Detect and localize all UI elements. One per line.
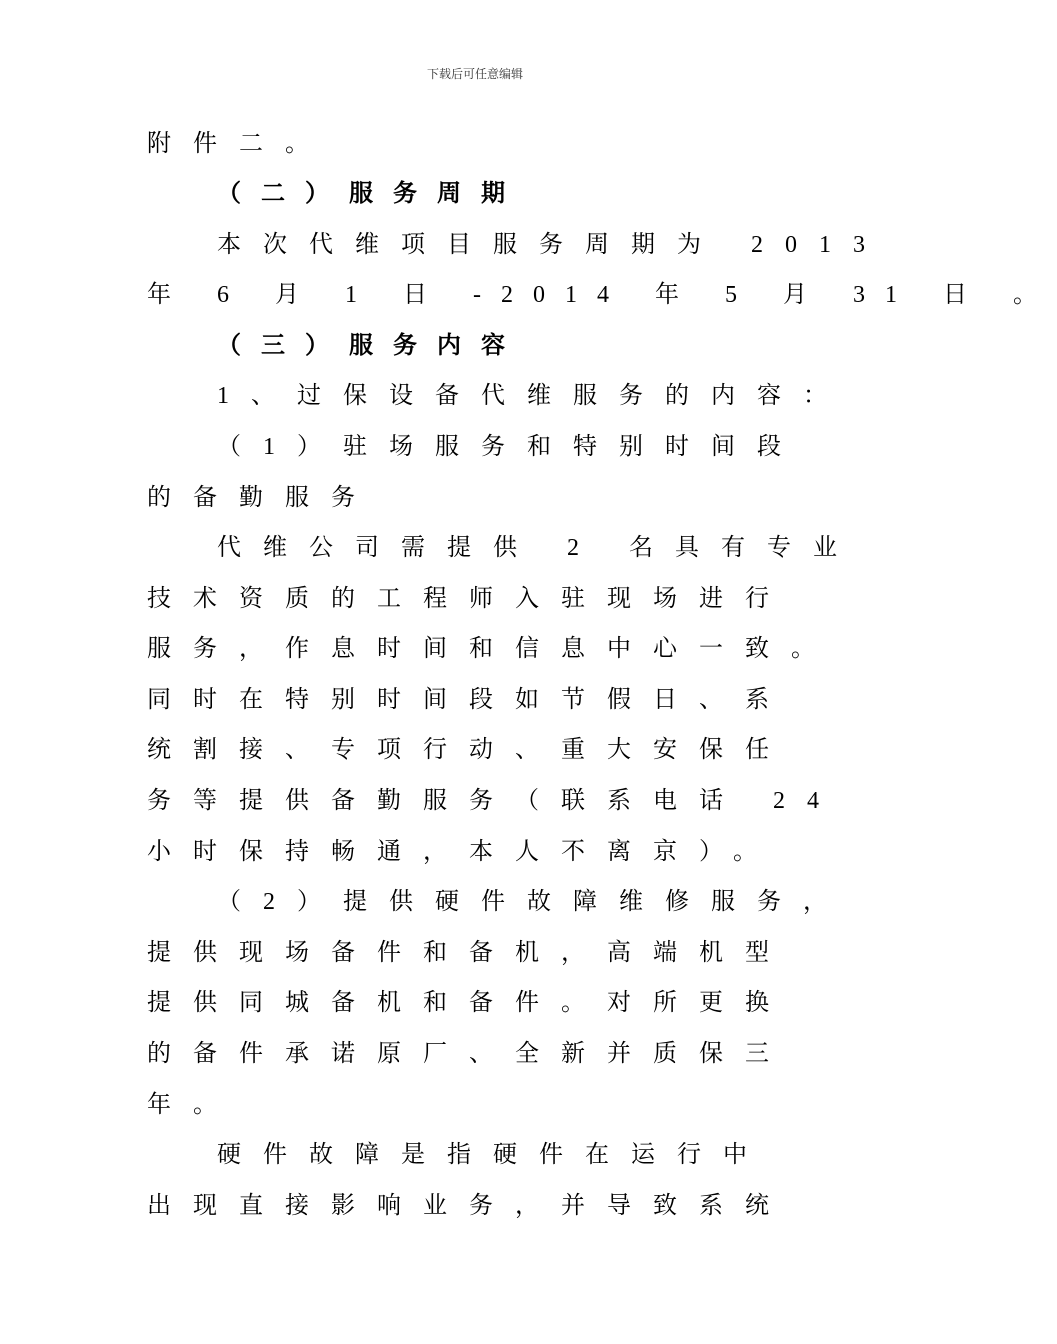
body-line-6 (217, 379, 849, 413)
body-line-20-text: 年。 (147, 1092, 239, 1118)
body-line-22 (147, 1189, 827, 1223)
body-line-17 (147, 936, 827, 970)
body-line-19-text: 的备件承诺原厂、全新并质保三 (147, 1041, 791, 1067)
body-line-4-text: 年 6 月 1 日 -2014 年 5 月 31 日 。 (147, 282, 1057, 308)
body-line-9 (217, 531, 859, 565)
body-line-7 (217, 430, 827, 464)
section-heading-service-period (217, 177, 827, 211)
body-line-10-text: 技术资质的工程师入驻现场进行 (147, 586, 791, 612)
section-heading-service-period-text: （二）服务周期 (217, 181, 525, 207)
body-line-12 (147, 683, 827, 717)
body-line-7-text: （1）驻场服务和特别时间段 (217, 434, 803, 460)
body-line-14-text: 务等提供备勤服务（联系电话 24 (147, 788, 841, 814)
body-line-11-text: 服务，作息时间和信息中心一致。 (147, 636, 837, 662)
body-line-21 (217, 1138, 827, 1172)
body-line-8 (147, 481, 827, 515)
body-line-15-text: 小时保持畅通，本人不离京）。 (147, 839, 779, 865)
body-line-21-text: 硬件故障是指硬件在运行中 (217, 1142, 769, 1168)
body-line-17-text: 提供现场备件和备机，高端机型 (147, 940, 791, 966)
section-heading-service-content (217, 329, 827, 363)
body-line-12-text: 同时在特别时间段如节假日、系 (147, 687, 791, 713)
body-line-1 (147, 127, 827, 161)
body-line-3-text: 本次代维项目服务周期为 2013 (217, 232, 887, 258)
body-line-13 (147, 733, 827, 767)
body-line-11 (147, 632, 837, 666)
body-line-18-text: 提供同城备机和备件。对所更换 (147, 990, 791, 1016)
page-header-note: 下载后可任意编辑 (426, 67, 523, 81)
body-line-22-text: 出现直接影响业务，并导致系统 (147, 1193, 791, 1219)
body-line-16 (217, 885, 849, 919)
body-line-3 (217, 228, 887, 262)
body-line-10 (147, 582, 827, 616)
body-line-1-text: 附件二。 (147, 131, 331, 157)
body-line-6-text: 1、过保设备代维服务的内容： (217, 383, 849, 409)
body-line-16-text: （2）提供硬件故障维修服务， (217, 889, 849, 915)
body-line-20 (147, 1088, 827, 1122)
body-line-9-text: 代维公司需提供 2 名具有专业 (217, 535, 859, 561)
body-line-8-text: 的备勤服务 (147, 485, 377, 511)
body-line-19 (147, 1037, 827, 1071)
body-line-13-text: 统割接、专项行动、重大安保任 (147, 737, 791, 763)
body-line-15 (147, 835, 827, 869)
section-heading-service-content-text: （三）服务内容 (217, 333, 525, 359)
body-line-4 (147, 278, 1057, 312)
body-line-18 (147, 986, 827, 1020)
body-line-14 (147, 784, 841, 818)
